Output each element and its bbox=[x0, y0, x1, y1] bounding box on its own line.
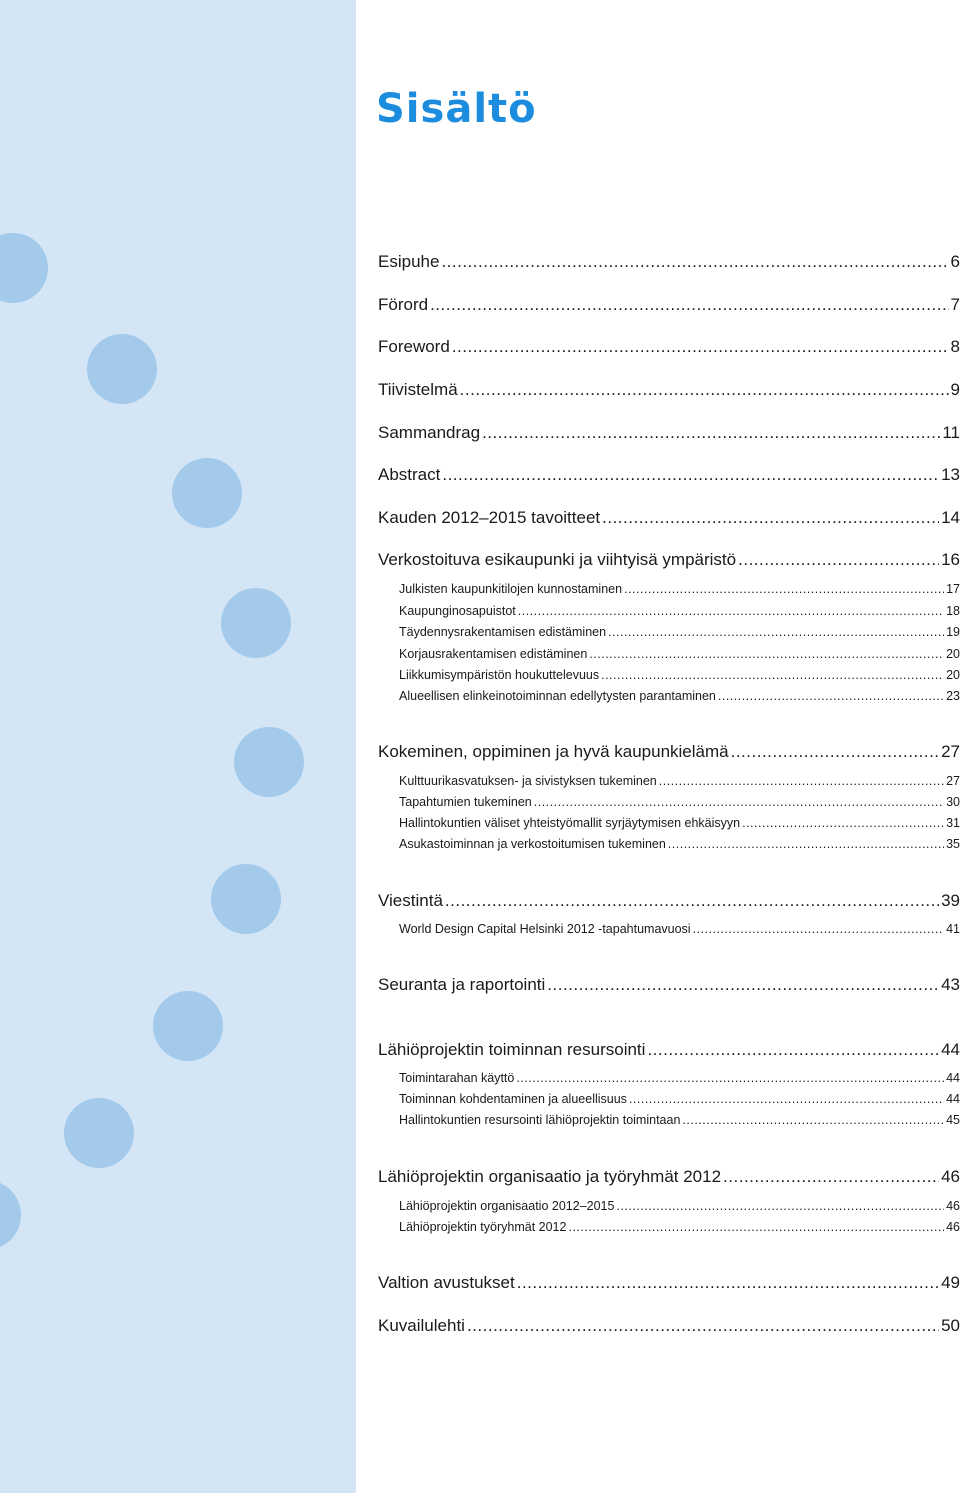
decorative-circle bbox=[234, 727, 304, 797]
toc-section-page: 49 bbox=[941, 1273, 960, 1292]
toc-subentry[interactable] bbox=[399, 1071, 960, 1089]
toc-entry[interactable] bbox=[378, 295, 960, 317]
toc-subentry-page: 27 bbox=[946, 774, 960, 788]
toc-entry-label: Foreword bbox=[378, 337, 450, 356]
decorative-circle bbox=[211, 864, 281, 934]
toc-subentry[interactable] bbox=[399, 774, 960, 792]
toc-subentry-page: 18 bbox=[946, 604, 960, 618]
toc-subentry-label: Korjausrakentamisen edistäminen bbox=[399, 647, 588, 661]
toc-section-label: Seuranta ja raportointi bbox=[378, 975, 546, 994]
toc-subentry-page: 46 bbox=[946, 1220, 960, 1234]
toc-entry-page: 7 bbox=[950, 295, 960, 314]
toc-subentry[interactable] bbox=[399, 1092, 960, 1110]
toc-entry-label: Esipuhe bbox=[378, 252, 440, 271]
toc-subentry-page: 20 bbox=[946, 647, 960, 661]
toc-subentry-page: 17 bbox=[946, 582, 960, 596]
toc-entry-page: 11 bbox=[942, 423, 960, 442]
toc-section[interactable] bbox=[378, 1316, 960, 1338]
toc-subentry[interactable] bbox=[399, 795, 960, 813]
toc-section[interactable] bbox=[378, 1040, 960, 1062]
toc-section[interactable] bbox=[378, 550, 960, 572]
toc-section-label: Kokeminen, oppiminen ja hyvä kaupunkielämä bbox=[378, 742, 729, 761]
decorative-circle bbox=[87, 334, 157, 404]
toc-entry[interactable] bbox=[378, 423, 960, 445]
toc-entry[interactable] bbox=[378, 337, 960, 359]
toc-subentry[interactable] bbox=[399, 668, 960, 686]
toc-subentry[interactable] bbox=[399, 1199, 960, 1217]
decorative-circle bbox=[153, 991, 223, 1061]
toc-subentry-label: Täydennysrakentamisen edistäminen bbox=[399, 625, 607, 639]
toc-subentry[interactable] bbox=[399, 922, 960, 940]
toc-subentry-page: 30 bbox=[946, 795, 960, 809]
toc-section[interactable] bbox=[378, 742, 960, 764]
toc-subentry[interactable] bbox=[399, 816, 960, 834]
toc-entry-label: Kauden 2012–2015 tavoitteet bbox=[378, 508, 601, 527]
sidebar-decoration bbox=[0, 0, 356, 1493]
toc-entry-label: Förord bbox=[378, 295, 429, 314]
toc-subentry[interactable] bbox=[399, 1220, 960, 1238]
toc-subentry[interactable] bbox=[399, 837, 960, 855]
toc-section-label: Kuvailulehti bbox=[378, 1316, 465, 1335]
toc-subentry-label: Asukastoiminnan ja verkostoitumisen tukeminen bbox=[399, 837, 666, 851]
toc-section-page: 43 bbox=[941, 975, 960, 994]
toc-subentry-page: 46 bbox=[946, 1199, 960, 1213]
toc-section-label: Valtion avustukset bbox=[378, 1273, 515, 1292]
toc-entry[interactable] bbox=[378, 252, 960, 274]
toc-section-label: Viestintä bbox=[378, 891, 443, 910]
toc-section-page: 39 bbox=[941, 891, 960, 910]
toc-section[interactable] bbox=[378, 1167, 960, 1189]
toc-subentry-label: Toiminnan kohdentaminen ja alueellisuus bbox=[399, 1092, 627, 1106]
toc-entry-page: 14 bbox=[941, 508, 960, 527]
toc-section-page: 44 bbox=[941, 1040, 960, 1059]
toc-section[interactable] bbox=[378, 1273, 960, 1295]
toc-subentry[interactable] bbox=[399, 647, 960, 665]
toc-entry-label: Sammandrag bbox=[378, 423, 481, 442]
toc-subentry-page: 44 bbox=[946, 1092, 960, 1106]
toc-entry-label: Tiivistelmä bbox=[378, 380, 458, 399]
toc-entry[interactable] bbox=[378, 465, 960, 487]
toc-subentry-label: Lähiöprojektin organisaatio 2012–2015 bbox=[399, 1199, 615, 1213]
toc-subentry-label: Lähiöprojektin työryhmät 2012 bbox=[399, 1220, 567, 1234]
toc-entry[interactable] bbox=[378, 508, 960, 530]
toc-subentry-label: Tapahtumien tukeminen bbox=[399, 795, 532, 809]
toc-entry-page: 8 bbox=[950, 337, 960, 356]
toc-section-page: 46 bbox=[941, 1167, 960, 1186]
toc-section-page: 27 bbox=[941, 742, 960, 761]
toc-section-label: Lähiöprojektin organisaatio ja työryhmät 2012 bbox=[378, 1167, 722, 1186]
toc-section-label: Verkostoituva esikaupunki ja viihtyisä ympäristö bbox=[378, 550, 737, 569]
toc-subentry-label: Toimintarahan käyttö bbox=[399, 1071, 515, 1085]
toc-subentry-page: 31 bbox=[946, 816, 960, 830]
toc-subentry-page: 20 bbox=[946, 668, 960, 682]
toc-entry-page: 6 bbox=[950, 252, 960, 271]
toc-subentry-label: Alueellisen elinkeinotoiminnan edellytysten parantaminen bbox=[399, 689, 716, 703]
toc-entry-page: 13 bbox=[941, 465, 960, 484]
decorative-circle bbox=[172, 458, 242, 528]
toc-subentry-page: 44 bbox=[946, 1071, 960, 1085]
toc-subentry-label: Hallintokuntien resursointi lähiöprojektin toimintaan bbox=[399, 1113, 681, 1127]
decorative-circle bbox=[0, 1180, 21, 1250]
toc-subentry[interactable] bbox=[399, 582, 960, 600]
toc-subentry-page: 23 bbox=[946, 689, 960, 703]
decorative-circle bbox=[0, 233, 48, 303]
page-title: Sisältö bbox=[376, 86, 537, 132]
toc-subentry-label: Kaupunginosapuistot bbox=[399, 604, 516, 618]
toc-entry[interactable] bbox=[378, 380, 960, 402]
toc-subentry-page: 41 bbox=[946, 922, 960, 936]
toc-subentry[interactable] bbox=[399, 1113, 960, 1131]
toc-subentry[interactable] bbox=[399, 689, 960, 707]
toc-subentry-page: 19 bbox=[946, 625, 960, 639]
toc-section[interactable] bbox=[378, 975, 960, 997]
toc-entry-page: 9 bbox=[950, 380, 960, 399]
toc-subentry-label: Hallintokuntien väliset yhteistyömallit syrjäytymisen ehkäisyyn bbox=[399, 816, 741, 830]
toc-subentry[interactable] bbox=[399, 604, 960, 622]
toc-subentry-label: Kulttuurikasvatuksen- ja sivistyksen tukeminen bbox=[399, 774, 657, 788]
toc-subentry-label: Julkisten kaupunkitilojen kunnostaminen bbox=[399, 582, 623, 596]
toc-subentry-label: World Design Capital Helsinki 2012 -tapahtumavuosi bbox=[399, 922, 691, 936]
toc-subentry-page: 35 bbox=[946, 837, 960, 851]
toc-section[interactable] bbox=[378, 891, 960, 913]
toc-subentry[interactable] bbox=[399, 625, 960, 643]
toc-section-label: Lähiöprojektin toiminnan resursointi bbox=[378, 1040, 646, 1059]
decorative-circle bbox=[64, 1098, 134, 1168]
decorative-circle bbox=[221, 588, 291, 658]
toc-subentry-page: 45 bbox=[946, 1113, 960, 1127]
toc-subentry-label: Liikkumisympäristön houkuttelevuus bbox=[399, 668, 600, 682]
toc-section-page: 16 bbox=[941, 550, 960, 569]
toc-section-page: 50 bbox=[941, 1316, 960, 1335]
toc-entry-label: Abstract bbox=[378, 465, 441, 484]
